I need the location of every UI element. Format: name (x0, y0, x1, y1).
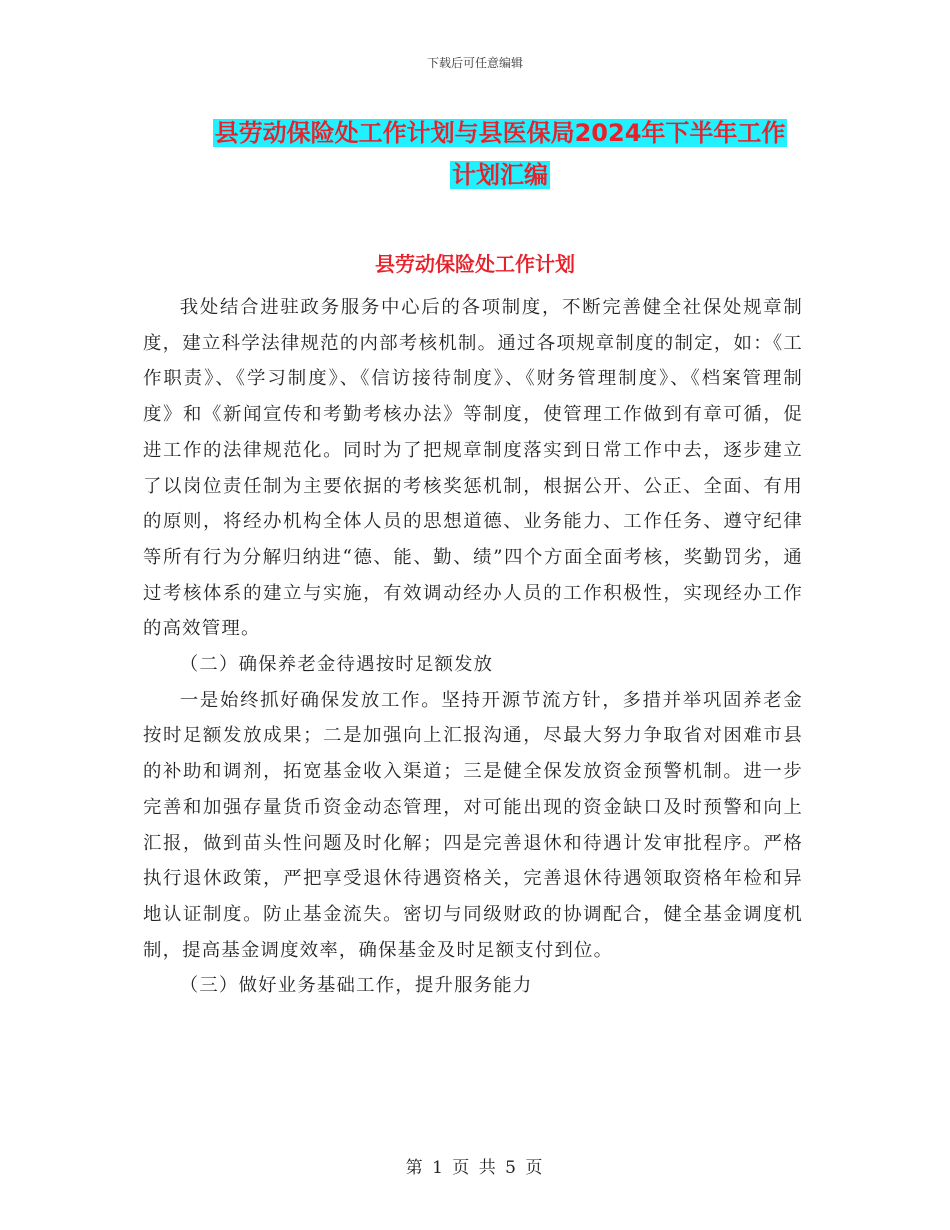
body-paragraph: 我处结合进驻政务服务中心后的各项制度，不断完善健全社保处规章制度，建立科学法律规范的内部考核机制。通过各项规章制度的制定，如：《工作职责》、《学习制度》、《信访接待制度》、《财务管理制度》、《档案管理制度》和《新闻宣传和考勤考核办法》等制度，使管理工作做到有章可循，促进工作的法律规范化。同时为了把规章制度落实到日常工作中去，逐步建立了以岗位责任制为主要依据的考核奖惩机制，根据公开、公正、全面、有用的原则，将经办机构全体人员的思想道德、业务能力、工作任务、遵守纪律等所有行为分解归纳进“德、能、勤、绩”四个方面全面考核，奖勤罚劣，通过考核体系的建立与实施，有效调动经办人员的工作积极性，实现经办工作的高效管理。 (143, 297, 803, 640)
document-body (143, 290, 803, 1004)
page-number: 第 1 页 共 5 页 (405, 1158, 545, 1178)
document-title-line-1: 县劳动保险处工作计划与县医保局2024年下半年工作 (214, 119, 786, 147)
body-paragraph: 一是始终抓好确保发放工作。坚持开源节流方针，多措并举巩固养老金按时足额发放成果；二是加强向上汇报沟通，尽最大努力争取省对困难市县的补助和调剂，拓宽基金收入渠道；三是健全保发放资金预警机制。进一步完善和加强存量货币资金动态管理，对可能出现的资金缺口及时预警和向上汇报，做到苗头性问题及时化解；四是完善退休和待遇计发审批程序。严格执行退休政策，严把享受退休待遇资格关，完善退休待遇领取资格年检和异地认证制度。防止基金流失。密切与同级财政的协调配合，健全基金调度机制，提高基金调度效率，确保基金及时足额支付到位。 (143, 689, 803, 961)
section-title: 县劳动保险处工作计划 (375, 252, 575, 276)
document-title-line-2: 计划汇编 (452, 161, 548, 189)
body-subheading: （三）做好业务基础工作，提升服务能力 (179, 975, 533, 997)
body-subheading: （二）确保养老金待遇按时足额发放 (179, 654, 494, 676)
header-note: 下载后可任意编辑 (426, 56, 523, 70)
document-title (140, 112, 860, 196)
